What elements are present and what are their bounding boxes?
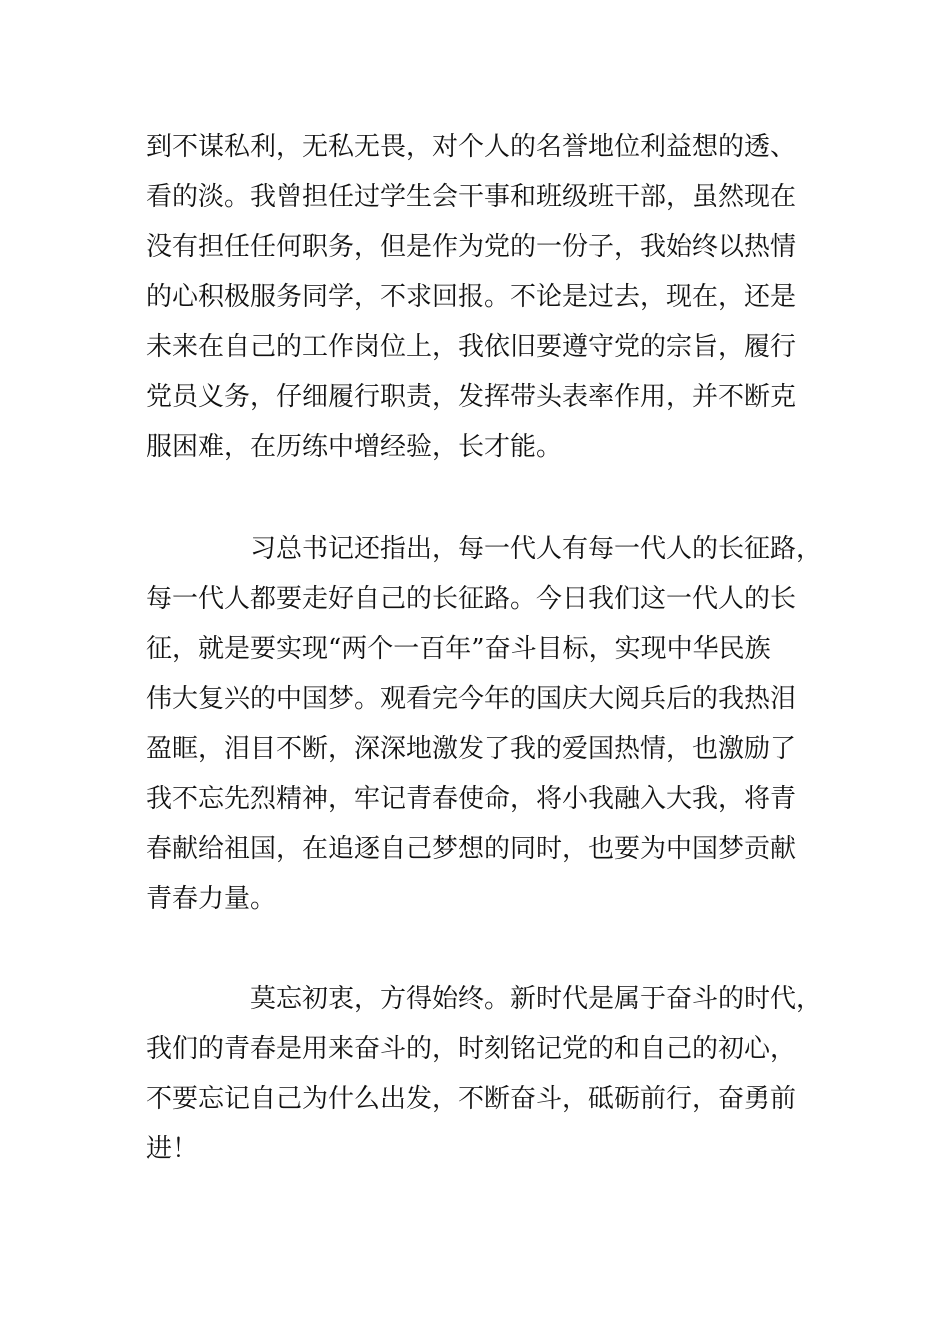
text-line: 春献给祖国，在追逐自己梦想的同时，也要为中国梦贡献: [146, 834, 797, 864]
text-line: 党员义务，仔细履行职责，发挥带头表率作用，并不断克: [146, 382, 797, 412]
text-line: 伟大复兴的中国梦。观看完今年的国庆大阅兵后的我热泪: [146, 684, 797, 714]
text-line: 我不忘先烈精神，牢记青春使命，将小我融入大我，将青: [146, 784, 797, 814]
text-line: 征，就是要实现“两个一百年”奋斗目标，实现中华民族: [146, 634, 771, 664]
paragraph: [146, 974, 846, 1174]
text-line: 青春力量。: [146, 884, 277, 914]
text-line: 习总书记还指出，每一代人有每一代人的长征路，: [250, 534, 823, 564]
text-line: 的心积极服务同学，不求回报。不论是过去，现在，还是: [146, 282, 797, 312]
text-line: 没有担任任何职务，但是作为党的一份子，我始终以热情: [146, 232, 797, 262]
text-line: 到不谋私利，无私无畏，对个人的名誉地位利益想的透、: [146, 132, 797, 162]
text-line: 盈眶，泪目不断，深深地激发了我的爱国热情，也激励了: [146, 734, 797, 764]
text-line: 我们的青春是用来奋斗的，时刻铭记党的和自己的初心，: [146, 1034, 797, 1064]
text-line: 不要忘记自己为什么出发，不断奋斗，砥砺前行，奋勇前: [146, 1084, 797, 1114]
text-line: 服困难，在历练中增经验，长才能。: [146, 432, 563, 462]
text-line: 看的淡。我曾担任过学生会干事和班级班干部，虽然现在: [146, 182, 797, 212]
text-line: 莫忘初衷，方得始终。新时代是属于奋斗的时代，: [250, 984, 823, 1014]
paragraph: [146, 524, 846, 924]
text-line: 未来在自己的工作岗位上，我依旧要遵守党的宗旨，履行: [146, 332, 797, 362]
text-line: 进！: [146, 1134, 199, 1164]
text-line: 每一代人都要走好自己的长征路。今日我们这一代人的长: [146, 584, 797, 614]
paragraph: [146, 122, 846, 472]
